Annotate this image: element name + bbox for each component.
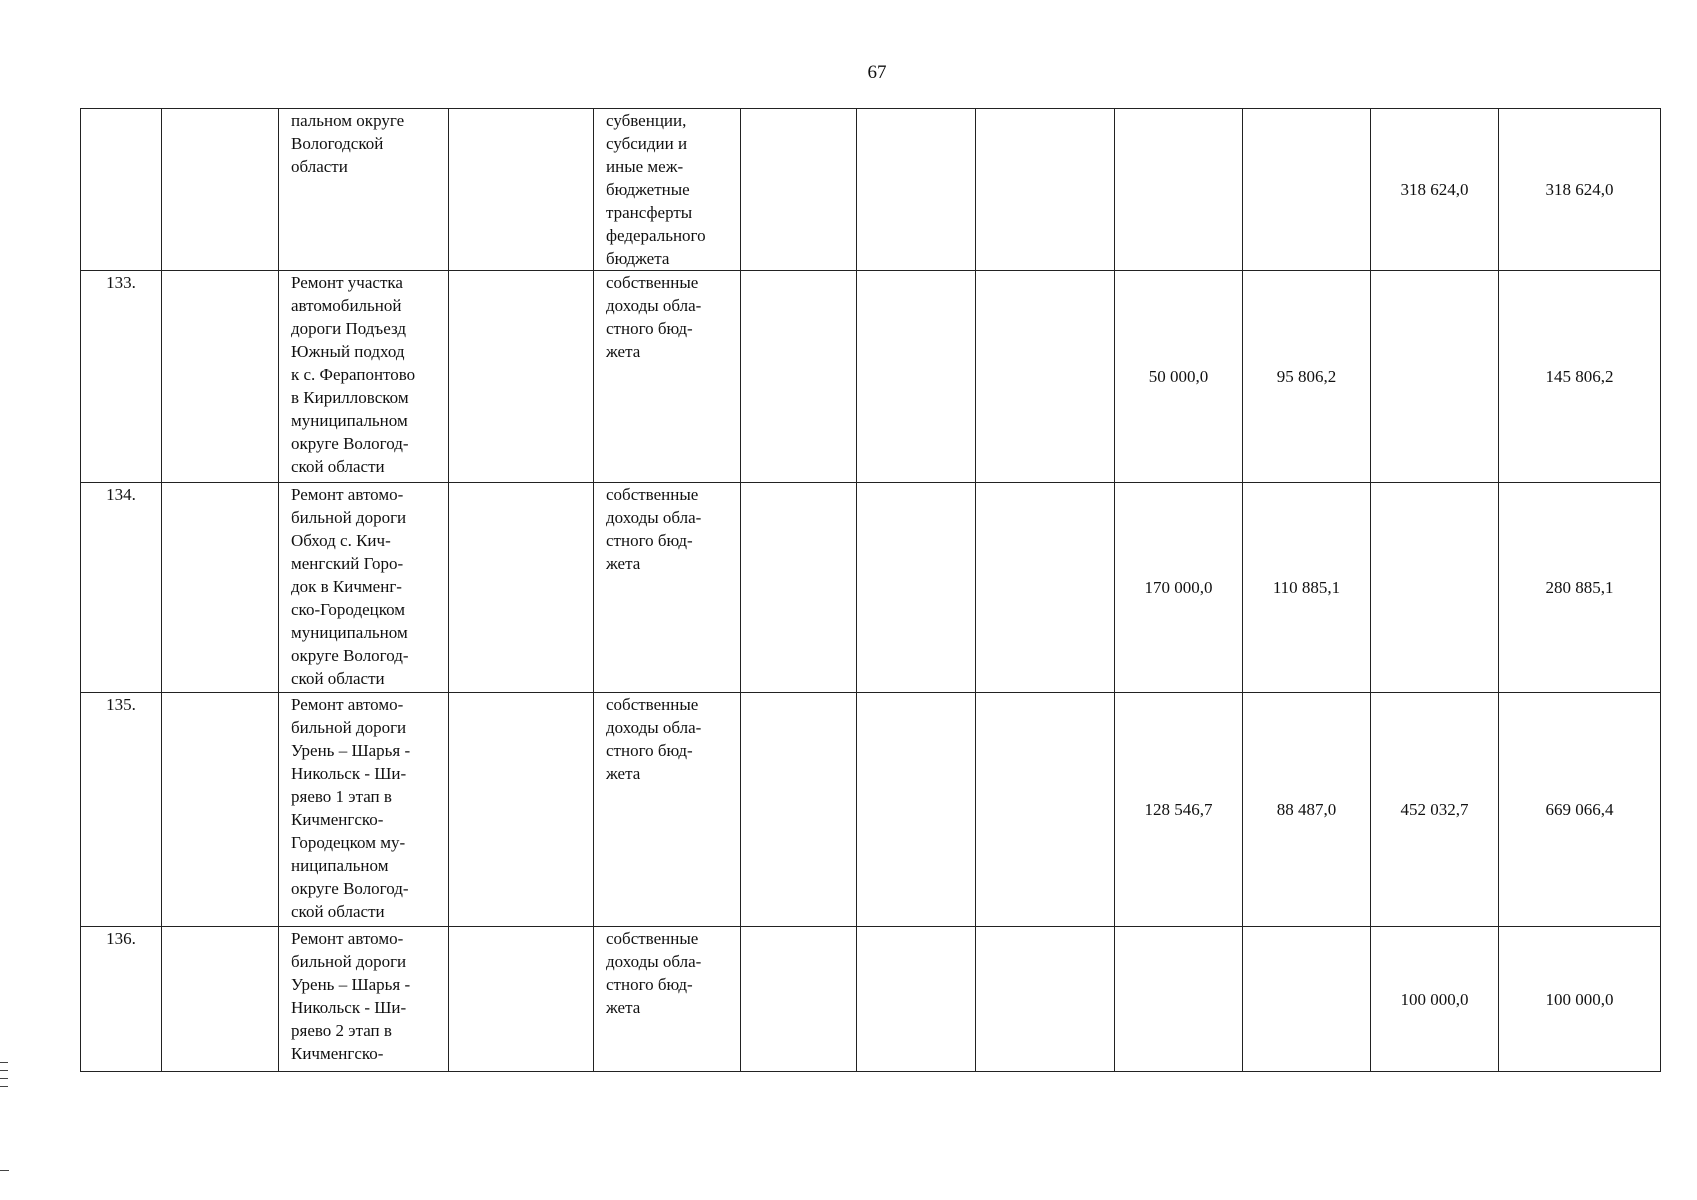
table-row	[81, 693, 1661, 927]
value-cell: 318 624,0	[1371, 109, 1499, 271]
value-cell	[1115, 927, 1243, 1072]
value-cell	[741, 271, 857, 483]
page-number: 67	[867, 62, 887, 83]
row-number: 136.	[81, 927, 162, 1072]
value-cell	[1243, 109, 1371, 271]
funding-source-text: собственные доходы обла- стного бюд- жета	[606, 695, 702, 783]
object-name-text: Ремонт автомо- бильной дороги Урень – Шарья - Никольск - Ши- ряево 1 этап в Кичменгско- Городецком му- ниципальном округе Вологод- ской области	[291, 695, 411, 921]
row-number	[81, 109, 162, 271]
object-name	[279, 483, 449, 693]
total-cell: 280 885,1	[1499, 483, 1661, 693]
object-name-text: Ремонт автомо- бильной дороги Урень – Шарья - Никольск - Ши- ряево 2 этап в Кичменгско-	[291, 929, 411, 1063]
budget-table	[80, 108, 1661, 1072]
funding-source-text: субвенции, субсидии и иные меж- бюджетные трансферты федерального бюджета	[606, 111, 706, 268]
empty-cell	[162, 693, 279, 927]
object-name	[279, 927, 449, 1072]
empty-cell	[162, 109, 279, 271]
funding-source-text: собственные доходы обла- стного бюд- жета	[606, 485, 702, 573]
value-cell: 128 546,7	[1115, 693, 1243, 927]
empty-cell	[449, 271, 594, 483]
empty-cell	[449, 109, 594, 271]
value-cell	[976, 927, 1115, 1072]
value-cell	[741, 483, 857, 693]
value-cell	[976, 483, 1115, 693]
value-cell	[1243, 927, 1371, 1072]
empty-cell	[162, 271, 279, 483]
funding-source-text: собственные доходы обла- стного бюд- жета	[606, 929, 702, 1017]
object-name-text: пальном округе Вологодской области	[291, 111, 405, 176]
total-cell: 100 000,0	[1499, 927, 1661, 1072]
row-number: 134.	[81, 483, 162, 693]
value-cell	[976, 271, 1115, 483]
object-name	[279, 271, 449, 483]
funding-source	[594, 927, 741, 1072]
value-cell: 88 487,0	[1243, 693, 1371, 927]
value-cell	[976, 693, 1115, 927]
funding-source	[594, 483, 741, 693]
row-number: 133.	[81, 271, 162, 483]
value-cell: 100 000,0	[1371, 927, 1499, 1072]
value-cell	[1371, 271, 1499, 483]
object-name-text: Ремонт автомо- бильной дороги Обход с. Кич- менгский Горо- док в Кичменг- ско-Городецком муниципальном округе Вологод- ской области	[291, 485, 409, 688]
funding-source	[594, 109, 741, 271]
value-cell	[857, 271, 976, 483]
value-cell	[857, 927, 976, 1072]
empty-cell	[162, 927, 279, 1072]
margin-tick	[0, 1170, 9, 1171]
value-cell	[741, 927, 857, 1072]
value-cell	[1115, 109, 1243, 271]
value-cell	[976, 109, 1115, 271]
object-name	[279, 109, 449, 271]
total-cell: 669 066,4	[1499, 693, 1661, 927]
empty-cell	[449, 693, 594, 927]
value-cell	[741, 693, 857, 927]
empty-cell	[449, 927, 594, 1072]
value-cell: 452 032,7	[1371, 693, 1499, 927]
object-name	[279, 693, 449, 927]
funding-source	[594, 271, 741, 483]
total-cell: 145 806,2	[1499, 271, 1661, 483]
value-cell	[857, 109, 976, 271]
empty-cell	[449, 483, 594, 693]
value-cell	[741, 109, 857, 271]
table-row	[81, 927, 1661, 1072]
row-number: 135.	[81, 693, 162, 927]
value-cell	[857, 483, 976, 693]
object-name-text: Ремонт участка автомобильной дороги Подъезд Южный подход к с. Ферапонтово в Кирилловском муниципальном округе Вологод- ской области	[291, 273, 416, 476]
table-row	[81, 483, 1661, 693]
value-cell: 170 000,0	[1115, 483, 1243, 693]
value-cell: 110 885,1	[1243, 483, 1371, 693]
empty-cell	[162, 483, 279, 693]
table-row	[81, 109, 1661, 271]
funding-source-text: собственные доходы обла- стного бюд- жета	[606, 273, 702, 361]
value-cell	[857, 693, 976, 927]
table-row	[81, 271, 1661, 483]
binding-margin-marks	[0, 1062, 8, 1094]
funding-source	[594, 693, 741, 927]
value-cell	[1371, 483, 1499, 693]
value-cell: 95 806,2	[1243, 271, 1371, 483]
total-cell: 318 624,0	[1499, 109, 1661, 271]
value-cell: 50 000,0	[1115, 271, 1243, 483]
